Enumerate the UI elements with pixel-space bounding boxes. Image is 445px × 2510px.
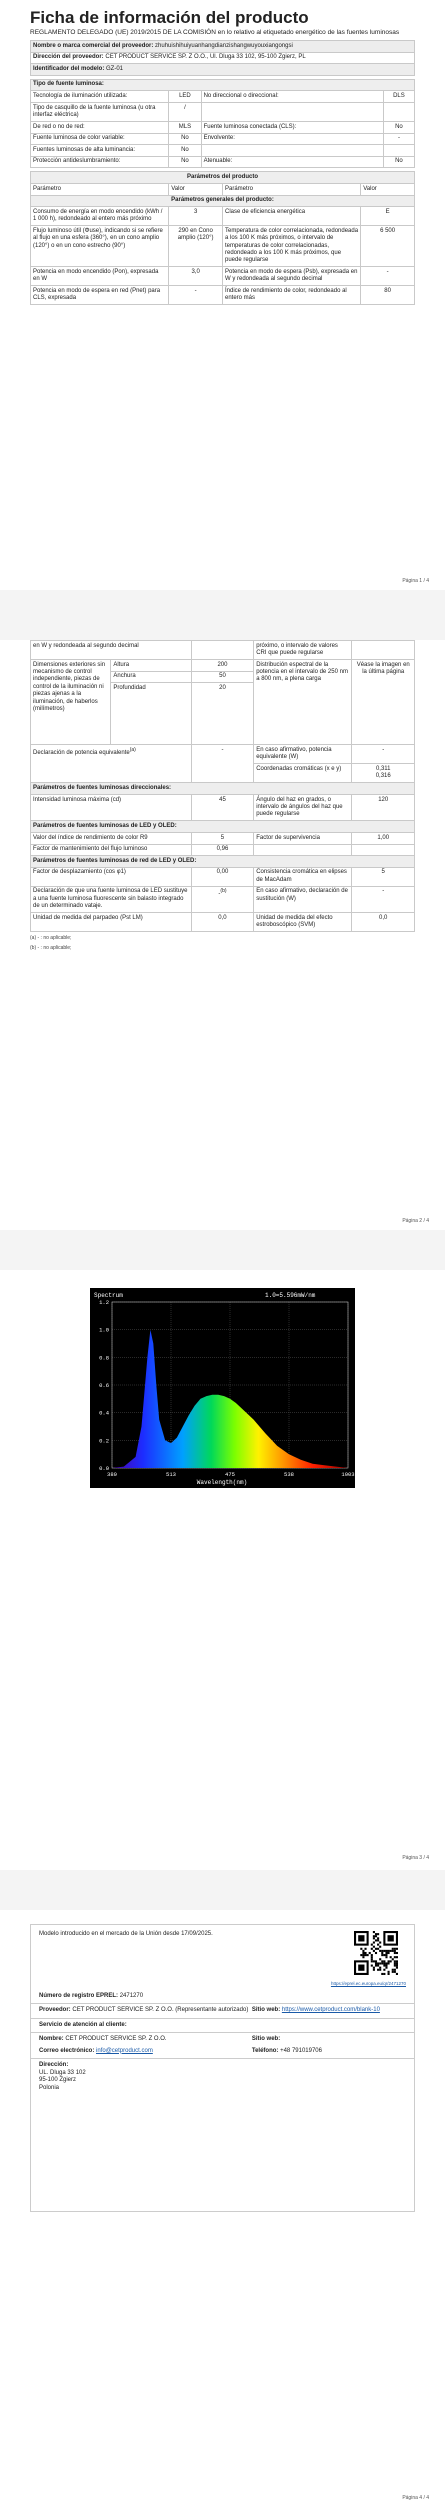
param-label: Índice de rendimiento de color, redondeado al entero más <box>222 286 360 305</box>
mains-title: Parámetros de fuentes luminosas de red de LED y OLED: <box>31 856 415 868</box>
param-value <box>191 913 254 932</box>
param-value: E <box>361 207 415 226</box>
table-row <box>31 91 415 103</box>
param-label: Fuente luminosa de color variable: <box>31 133 169 145</box>
equiv-value-2: - <box>352 745 415 764</box>
param-value-text: 0,96 <box>216 846 229 853</box>
param-value <box>383 145 414 157</box>
param-value: DLS <box>383 91 414 103</box>
led-title: Parámetros de fuentes luminosas de LED y OLED: <box>31 821 415 833</box>
param-value-text: - <box>218 891 221 898</box>
param-value: No <box>383 121 414 133</box>
param-label <box>201 102 383 121</box>
footnote-ref: (a) <box>129 746 136 753</box>
dim-value: 200 <box>191 660 254 672</box>
eprel-value: 2471270 <box>119 1992 144 1999</box>
address-line: UL. Dluga 33 102 <box>39 2069 86 2076</box>
continued-param: próximo, o intervalo de valores CRI que puede regularse <box>254 641 352 660</box>
param-value: 0,0 <box>352 913 415 932</box>
param-value <box>191 794 254 820</box>
param-label: Unidad de medida del parpadeo (Pst LM) <box>31 913 192 932</box>
x-axis-label: Wavelength(nm) <box>196 1479 248 1486</box>
spectrum-svg <box>90 1288 355 1488</box>
param-value <box>191 867 254 886</box>
param-label: Clase de eficiencia energética <box>222 207 360 226</box>
phone-label: Teléfono: <box>251 2047 279 2054</box>
x-tick-label: 1003 <box>341 1471 355 1478</box>
param-value <box>169 145 201 157</box>
param-value <box>169 286 223 305</box>
param-label: Valor del índice de rendimiento de color R9 <box>31 832 192 844</box>
param-label: Potencia en modo de espera en red (Pnet) para CLS, expresada <box>31 286 169 305</box>
supplier-name-value: zhuhuishihuiyuanhangdianzishangwuyouxiangongsi <box>155 42 293 49</box>
param-label: Potencia en modo de espera (Psb), expresada en W y redondeada al segundo decimal <box>222 267 360 286</box>
param-value-text: 0,00 <box>216 869 229 876</box>
param-label: En caso afirmativo, declaración de sustitución (W) <box>254 886 352 912</box>
param-label: Tecnología de iluminación utilizada: <box>31 91 169 103</box>
param-label: Factor de mantenimiento del flujo luminoso <box>31 844 192 856</box>
table-row <box>31 102 415 121</box>
continued-param: en W y redondeada al segundo decimal <box>31 641 192 660</box>
page-number: Página 4 / 4 <box>402 2495 429 2501</box>
model-id-label: Identificador del modelo: <box>33 65 105 72</box>
param-value: 6 500 <box>361 226 415 267</box>
x-tick-label: 475 <box>225 1471 235 1478</box>
param-label: Consistencia cromática en elipses de MacAdam <box>254 867 352 886</box>
regulation-subtitle: REGLAMENTO DELEGADO (UE) 2019/2015 DE LA COMISIÓN en lo relativo al etiquetado energético de las fuentes luminosas <box>30 29 400 36</box>
page-number: Página 3 / 4 <box>402 1855 429 1861</box>
market-intro: Modelo introducido en el mercado de la Unión desde 17/09/2025. <box>39 1931 213 1937</box>
table-row <box>31 913 415 932</box>
params-table-continued <box>30 640 415 932</box>
qr-code-icon <box>354 1931 398 1975</box>
table-row <box>31 286 415 305</box>
y-tick-label: 0.8 <box>99 1354 109 1362</box>
param-value <box>169 91 201 103</box>
param-value <box>169 207 223 226</box>
param-label: Unidad de medida del efecto estroboscópico (SVM) <box>254 913 352 932</box>
footnote-b: (b) - : no aplicable; <box>30 945 72 952</box>
param-value: 80 <box>361 286 415 305</box>
equiv-label: Declaración de potencia equivalente <box>33 749 130 756</box>
param-label: Atenuable: <box>201 156 383 168</box>
address-line: 95-100 Zgierz <box>39 2077 77 2083</box>
param-label: No direccional o direccional: <box>201 91 383 103</box>
param-label <box>254 844 352 856</box>
website-label: Sitio web: <box>251 2007 281 2013</box>
equiv-label-2: En caso afirmativo, potencia equivalente (W) <box>254 745 352 764</box>
y-tick-label: 0.2 <box>99 1437 109 1445</box>
email-link[interactable]: info@cetproduct.com <box>96 2047 153 2054</box>
param-value <box>169 267 223 286</box>
table-row <box>31 121 415 133</box>
equiv-value: - <box>191 745 254 783</box>
table-row <box>31 794 415 820</box>
spectral-value: Véase la imagen en la última página <box>352 660 415 745</box>
table-row <box>31 226 415 267</box>
param-label: Temperatura de color correlacionada, redondeada a los 100 K más próximos, o intervalo de temperaturas de color correlacionadas, redondeado a los 100 K más próximos, que puede regularse <box>222 226 360 267</box>
param-value-text: 3 <box>193 208 198 215</box>
footnote-ref: (b) <box>220 888 227 895</box>
param-value: 120 <box>352 794 415 820</box>
param-value: - <box>383 133 414 145</box>
chart-scale-label: 1.0=5.596mW/nm <box>265 1292 316 1299</box>
supplier-address-value: CET PRODUCT SERVICE SP. Z O.O., Ul. Dluga 33 102, 95-100 Zgierz, PL <box>105 54 306 61</box>
table-row <box>31 156 415 168</box>
dim-name: Anchura <box>111 671 191 683</box>
y-tick-label: 1.2 <box>99 1299 109 1306</box>
eprel-label: Número de registro EPREL: <box>39 1992 119 1999</box>
phone-value: +48 791019706 <box>280 2047 322 2054</box>
supplier-address-label: Dirección del proveedor: <box>33 54 104 61</box>
table-row <box>31 886 415 912</box>
param-label: De red o no de red: <box>31 121 169 133</box>
param-value <box>169 121 201 133</box>
service-name-label: Nombre: <box>39 2036 64 2042</box>
param-value: No <box>383 156 414 168</box>
website-label: Sitio web: <box>251 2036 281 2042</box>
param-header: Parámetro <box>31 183 169 195</box>
value-header: Valor <box>361 183 415 195</box>
param-value-text: 3,0 <box>191 268 200 275</box>
spectrum-chart <box>90 1288 355 1488</box>
chart-title: Spectrum <box>94 1292 123 1299</box>
table-row <box>31 145 415 157</box>
y-tick-label: 1.0 <box>99 1326 109 1334</box>
param-label: Protección antideslumbramiento: <box>31 156 169 168</box>
param-value-text: / <box>184 104 186 111</box>
spectral-label: Distribución espectral de la potencia en el intervalo de 250 nm a 800 nm, a plena carga <box>254 660 352 745</box>
param-label: Fuente luminosa conectada (CLS): <box>201 121 383 133</box>
param-value-text: 45 <box>219 796 226 803</box>
param-value: - <box>352 886 415 912</box>
supplier-name-label: Nombre o marca comercial del proveedor: <box>33 42 154 49</box>
param-value-text: No <box>181 158 189 165</box>
table-row <box>31 267 415 286</box>
general-params-title: Parámetros generales del producto: <box>31 195 415 207</box>
type-table <box>30 79 415 169</box>
supplier-table <box>30 40 415 76</box>
param-label: Tipo de casquillo de la fuente luminosa (u otra interfaz eléctrica) <box>31 102 169 121</box>
param-value: 1,00 <box>352 832 415 844</box>
table-row <box>31 832 415 844</box>
param-value <box>191 886 254 912</box>
param-value: - <box>361 267 415 286</box>
param-label: Intensidad luminosa máxima (cd) <box>31 794 192 820</box>
param-label: Declaración de que una fuente luminosa de LED sustituye a una fuente luminosa fluorescente sin balasto integrado de un determinado vataje. <box>31 886 192 912</box>
param-value-text: 0,0 <box>218 914 227 921</box>
param-value <box>191 832 254 844</box>
page-number: Página 1 / 4 <box>402 578 429 584</box>
service-title: Servicio de atención al cliente: <box>39 2021 127 2028</box>
param-value: 5 <box>352 867 415 886</box>
param-header: Parámetro <box>222 183 360 195</box>
dim-value: 20 <box>191 683 254 745</box>
page-number: Página 2 / 4 <box>402 1218 429 1224</box>
page-1 <box>0 0 445 590</box>
param-value <box>169 226 223 267</box>
table-row <box>31 207 415 226</box>
website-link[interactable]: https://www.cetproduct.com/blank-10 <box>281 2007 380 2013</box>
provider-value: CET PRODUCT SERVICE SP. Z O.O. (Representante autorizado) <box>72 2007 249 2013</box>
params-title: Parámetros del producto <box>31 172 415 184</box>
param-label: Factor de desplazamiento (cos φ1) <box>31 867 192 886</box>
y-tick-label: 0.4 <box>99 1409 109 1417</box>
param-value-text: 290 en Cono amplio (120°) <box>177 227 214 242</box>
chroma-label: Coordenadas cromáticas (x e y) <box>254 764 352 783</box>
directional-title: Parámetros de fuentes luminosas direccionales: <box>31 783 415 795</box>
param-value <box>169 133 201 145</box>
address-line: Polonia <box>39 2084 60 2091</box>
param-value <box>169 156 201 168</box>
table-row <box>31 867 415 886</box>
table-row <box>31 133 415 145</box>
y-tick-label: 0.0 <box>99 1465 109 1472</box>
param-label <box>201 145 383 157</box>
chroma-value: 0,311 0,316 <box>352 764 415 783</box>
dimensions-label: Dimensiones exteriores sin mecanismo de control independiente, piezas de control de la iluminación ni piezas ajenas a la iluminación, de haberlos (milímetros) <box>31 660 111 745</box>
provider-label: Proveedor: <box>39 2007 71 2013</box>
param-value <box>383 102 414 121</box>
footnote-a: (a) - : no aplicable; <box>30 935 72 942</box>
param-label: Ángulo del haz en grados, o intervalo de ángulos del haz que puede regularse <box>254 794 352 820</box>
param-value-text: No <box>181 146 189 153</box>
table-row <box>31 844 415 856</box>
service-name-value: CET PRODUCT SERVICE SP. Z O.O. <box>65 2036 167 2042</box>
address-label: Dirección: <box>39 2062 69 2068</box>
model-id-value: GZ-01 <box>106 65 124 72</box>
page-3 <box>0 1270 445 1870</box>
param-value <box>169 102 201 121</box>
param-label: Envolvente: <box>201 133 383 145</box>
x-tick-label: 538 <box>284 1471 294 1478</box>
x-tick-label: 513 <box>166 1471 176 1478</box>
email-label: Correo electrónico: <box>39 2047 95 2054</box>
dim-value: 50 <box>191 671 254 683</box>
param-value-text: 5 <box>220 834 225 841</box>
param-value-text: No <box>181 135 189 142</box>
value-header: Valor <box>169 183 223 195</box>
y-tick-label: 0.6 <box>99 1382 109 1389</box>
param-value-text: MLS <box>178 123 192 130</box>
params-table <box>30 171 415 305</box>
dim-name: Profundidad <box>111 683 191 745</box>
x-tick-label: 380 <box>107 1471 117 1478</box>
dim-name: Altura <box>111 660 191 672</box>
param-label: Factor de supervivencia <box>254 832 352 844</box>
param-value-text: - <box>194 287 197 294</box>
param-value <box>191 844 254 856</box>
type-section-title: Tipo de fuente luminosa: <box>31 79 415 91</box>
page-title: Ficha de información del producto <box>30 8 309 27</box>
param-value <box>352 844 415 856</box>
param-label: Potencia en modo encendido (Pon), expresada en W <box>31 267 169 286</box>
page-4 <box>0 1910 445 2510</box>
param-label: Consumo de energía en modo encendido (kWh / 1 000 h), redondeado al entero más próximo <box>31 207 169 226</box>
page-2 <box>0 640 445 1230</box>
param-label: Flujo luminoso útil (Φuse), indicando si se refiere al flujo en una esfera (360°), en un cono amplio (120°) o en un cono estrecho (90°) <box>31 226 169 267</box>
param-label: Fuentes luminosas de alta luminancia: <box>31 145 169 157</box>
eprel-link[interactable]: https://eprel.ec.europa.eu/qr/2471270 <box>330 1981 406 1986</box>
param-value-text: LED <box>179 92 191 99</box>
